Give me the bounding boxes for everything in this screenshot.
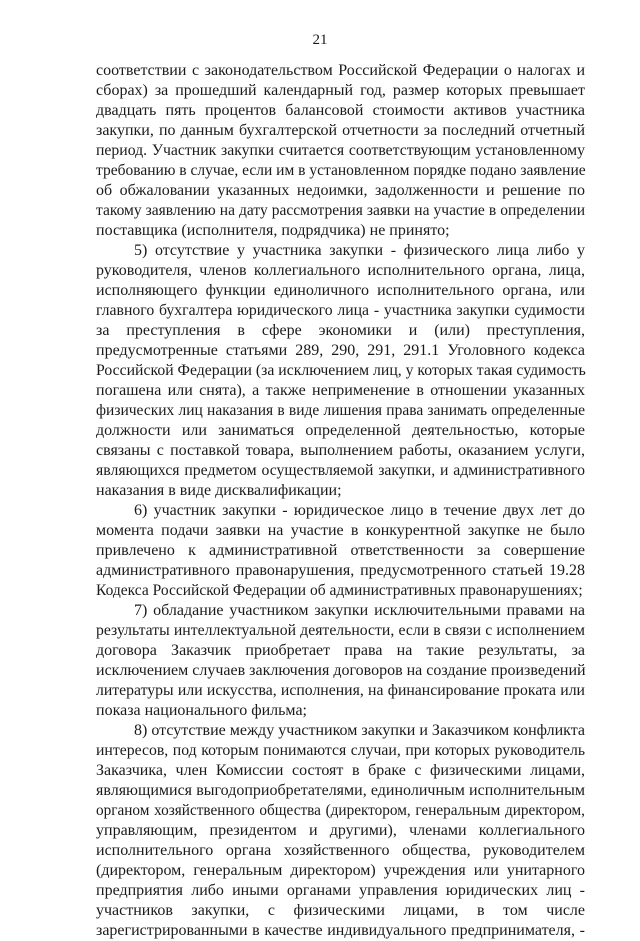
text-line: предприятия либо иными органами управления юридических лиц - bbox=[96, 882, 585, 899]
text-line: литературы или искусства, исполнения, на финансирование проката или bbox=[96, 682, 585, 699]
text-line: управляющим, президентом и другими), членами коллегиального bbox=[96, 822, 585, 839]
text-line: главного бухгалтера юридического лица - участника закупки судимости bbox=[96, 302, 585, 319]
text-line: зарегистрированными в качестве индивидуального предпринимателя, - bbox=[96, 922, 585, 939]
text-line: наказания в виде дисквалификации; bbox=[96, 482, 342, 499]
text-line: являющимися выгодоприобретателями, единоличным исполнительным bbox=[96, 782, 585, 799]
text-line: период. Участник закупки считается соответствующим установленному bbox=[96, 142, 585, 159]
text-line: физических лиц наказания в виде лишения права занимать определенные bbox=[96, 402, 585, 419]
text-line: соответствии с законодательством Российской Федерации о налогах и bbox=[96, 62, 585, 79]
text-line: об обжаловании указанных недоимки, задолженности и решение по bbox=[96, 182, 585, 199]
text-line: Заказчика, член Комиссии состоят в браке с физическими лицами, bbox=[96, 762, 585, 779]
text-line: сборах) за прошедший календарный год, размер которых превышает bbox=[96, 82, 585, 99]
text-line: погашена или снята), а также неприменение в отношении указанных bbox=[96, 382, 585, 399]
text-line: 5) отсутствие у участника закупки - физического лица либо у bbox=[134, 242, 585, 259]
text-line: органом хозяйственного общества (директором, генеральным директором, bbox=[96, 802, 585, 819]
text-line: связаны с поставкой товара, выполнением работы, оказанием услуги, bbox=[96, 442, 585, 459]
text-line: интересов, под которым понимаются случаи, при которых руководитель bbox=[96, 742, 585, 759]
text-line: исполнительного органа хозяйственного общества, руководителем bbox=[96, 842, 585, 859]
text-line: являющихся предметом осуществляемой закупки, и административного bbox=[96, 462, 585, 479]
text-line: привлечено к административной ответственности за совершение bbox=[96, 542, 585, 559]
page-number: 21 bbox=[312, 32, 328, 48]
text-line: 8) отсутствие между участником закупки и Заказчиком конфликта bbox=[134, 722, 585, 739]
text-line: показа национального фильма; bbox=[96, 702, 307, 719]
text-line: Российской Федерации (за исключением лиц, у которых такая судимость bbox=[96, 362, 586, 379]
text-line: (директором, генеральным директором) учреждения или унитарного bbox=[96, 862, 585, 879]
text-line: результаты интеллектуальной деятельности, если в связи с исполнением bbox=[96, 622, 585, 639]
text-line: руководителя, членов коллегиального исполнительного органа, лица, bbox=[96, 262, 585, 279]
text-line: должности или заниматься определенной деятельностью, которые bbox=[96, 422, 585, 439]
text-line: момента подачи заявки на участие в конкурентной закупке не было bbox=[96, 522, 585, 539]
text-line: административного правонарушения, предусмотренного статьей 19.28 bbox=[96, 562, 585, 579]
text-line: закупки, по данным бухгалтерской отчетности за последний отчетный bbox=[96, 122, 585, 139]
text-line: договора Заказчик приобретает права на такие результаты, за bbox=[96, 642, 585, 659]
text-line: требованию в случае, если им в установленном порядке подано заявление bbox=[96, 162, 586, 179]
text-line: 7) обладание участником закупки исключительными правами на bbox=[134, 602, 585, 619]
text-line: поставщика (исполнителя, подрядчика) не принято; bbox=[96, 222, 450, 239]
text-line: Кодекса Российской Федерации об административных правонарушениях; bbox=[96, 582, 583, 599]
text-line: за преступления в сфере экономики и (или) преступления, bbox=[96, 322, 585, 339]
text-line: 6) участник закупки - юридическое лицо в течение двух лет до bbox=[134, 502, 585, 519]
text-line: участников закупки, с физическими лицами, в том числе bbox=[96, 902, 585, 919]
text-line: такому заявлению на дату рассмотрения заявки на участие в определении bbox=[96, 202, 585, 219]
body-text bbox=[96, 61, 585, 941]
text-line: исключением случаев заключения договоров на создание произведений bbox=[96, 662, 586, 679]
text-line: исполняющего функции единоличного исполнительного органа, или bbox=[96, 282, 585, 299]
text-line: предусмотренные статьями 289, 290, 291, 291.1 Уголовного кодекса bbox=[96, 342, 585, 359]
text-line: двадцать пять процентов балансовой стоимости активов участника bbox=[96, 102, 585, 119]
